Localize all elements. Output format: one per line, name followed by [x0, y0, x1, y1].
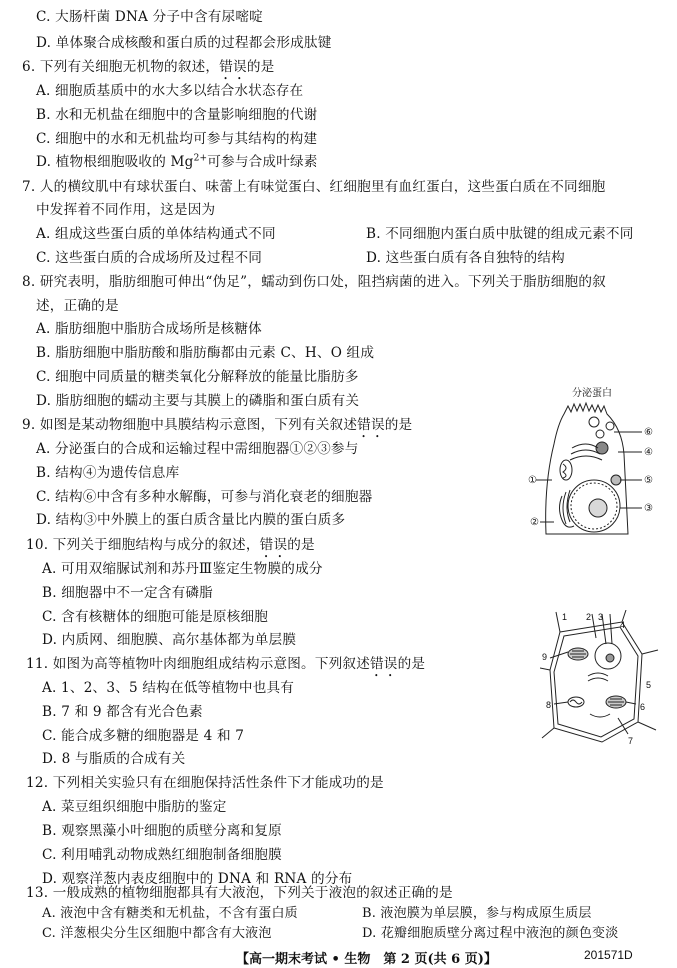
figure-label-6: ⑥	[644, 427, 653, 438]
plant-label-5: 5	[646, 680, 652, 690]
figure-label-1: ①	[528, 475, 537, 486]
q6-stem-b: 的是	[246, 59, 275, 75]
q7-option-b: B. 不同细胞内蛋白质中肽键的组成元素不同	[366, 226, 634, 242]
q11-stem-emphasis: 错误	[370, 656, 398, 672]
q10-option-d: D. 内质网、细胞膜、高尔基体都为单层膜	[42, 632, 297, 648]
q6-option-a: A. 细胞质基质中的水大多以结合水状态存在	[36, 83, 304, 99]
q11-option-b: B. 7 和 9 都含有光合色素	[42, 704, 203, 720]
q5-option-c: C. 大肠杆菌 DNA 分子中含有尿嘧啶	[36, 9, 263, 25]
q10-option-b: B. 细胞器中不一定含有磷脂	[42, 585, 213, 601]
q7-option-c: C. 这些蛋白质的合成场所及过程不同	[36, 250, 263, 266]
q12-option-d: D. 观察洋葱内表皮细胞中的 DNA 和 RNA 的分布	[42, 871, 353, 887]
q11-stem-b: 的是	[397, 656, 426, 672]
q10-stem-emphasis: 错误	[259, 537, 288, 553]
q7-option-d: D. 这些蛋白质有各自独特的结构	[366, 250, 565, 266]
q12-option-a: A. 菜豆组织细胞中脂肪的鉴定	[42, 799, 227, 815]
q13-stem: 13. 一般成熟的植物细胞都具有大液泡，下列关于液泡的叙述正确的是	[26, 885, 453, 901]
q10-stem-b: 的是	[287, 537, 315, 553]
q10-option-c: C. 含有核糖体的细胞可能是原核细胞	[42, 609, 269, 625]
page-footer	[0, 948, 677, 968]
q6-option-d	[36, 153, 318, 171]
q6-option-c: C. 细胞中的水和无机盐均可参与其结构的构建	[36, 131, 318, 147]
plant-label-8: 8	[546, 700, 552, 710]
q6-option-d-b: 可参与合成叶绿素	[207, 154, 318, 170]
q12-option-c: C. 利用哺乳动物成熟红细胞制备细胞膜	[42, 847, 282, 863]
q6-stem-emphasis: 错误	[219, 59, 247, 75]
q9-stem	[22, 416, 412, 441]
q12-option-b: B. 观察黑藻小叶细胞的质壁分离和复原	[42, 823, 282, 839]
plant-label-1: 1	[562, 612, 568, 622]
q8-option-a: A. 脂肪细胞中脂肪合成场所是核糖体	[36, 321, 262, 337]
q10-stem-a: 10. 下列关于细胞结构与成分的叙述，	[26, 537, 260, 553]
q7-stem-line1: 7. 人的横纹肌中有球状蛋白、味蕾上有味觉蛋白、红细胞里有血红蛋白，这些蛋白质在不同细胞	[22, 179, 606, 195]
footer-code: 201571D	[584, 948, 633, 962]
q9-stem-emphasis: 错误	[357, 417, 385, 433]
footer-exam-info: 【高一期末考试 • 生物 第 2 页(共 6 页)】	[236, 952, 497, 967]
q8-option-c: C. 细胞中同质量的糖类氧化分解释放的能量比脂肪多	[36, 369, 359, 385]
plant-label-9: 9	[542, 652, 548, 662]
q6-option-b: B. 水和无机盐在细胞中的含量影响细胞的代谢	[36, 107, 318, 123]
q9-stem-a: 9. 如图是某动物细胞中具膜结构示意图，下列有关叙述	[22, 417, 358, 433]
q9-option-a: A. 分泌蛋白的合成和运输过程中需细胞器①②③参与	[36, 441, 359, 457]
q13-option-c: C. 洋葱根尖分生区细胞中都含有大液泡	[42, 926, 272, 941]
q10-stem	[26, 536, 315, 561]
plant-label-2: 2	[586, 612, 592, 622]
figure-label-3: ③	[644, 503, 653, 514]
figure-label-2: ②	[530, 517, 539, 528]
q13-option-d: D. 花瓣细胞质壁分离过程中液泡的颜色变淡	[362, 926, 619, 941]
q7-stem-line2: 中发挥着不同作用，这是因为	[36, 202, 216, 218]
plant-label-6: 6	[640, 702, 646, 712]
figure-label-5: ⑤	[644, 475, 653, 486]
animal-cell-figure	[524, 384, 674, 542]
q11-option-a: A. 1、2、3、5 结构在低等植物中也具有	[42, 680, 295, 696]
plant-label-7: 7	[628, 736, 634, 746]
q8-option-b: B. 脂肪细胞中脂肪酸和脂肪酶都由元素 C、H、O 组成	[36, 345, 375, 361]
q12-stem: 12. 下列相关实验只有在细胞保持活性条件下才能成功的是	[26, 775, 384, 791]
figure-label-4: ④	[644, 447, 653, 458]
q8-stem-line2: 述，正确的是	[36, 298, 119, 314]
plant-label-4: 4	[620, 620, 626, 630]
q7-option-a: A. 组成这些蛋白质的单体结构通式不同	[36, 226, 276, 242]
q6-stem	[22, 58, 274, 83]
figure-title-secretory-protein: 分泌蛋白	[572, 388, 612, 399]
q6-option-d-a: D. 植物根细胞吸收的 Mg	[36, 154, 194, 170]
q8-option-d: D. 脂肪细胞的蠕动主要与其膜上的磷脂和蛋白质有关	[36, 393, 360, 409]
q9-stem-b: 的是	[384, 417, 413, 433]
q11-option-c: C. 能合成多糖的细胞器是 4 和 7	[42, 728, 245, 744]
q10-option-a: A. 可用双缩脲试剂和苏丹Ⅲ鉴定生物膜的成分	[42, 561, 323, 577]
q6-stem-a: 6. 下列有关细胞无机物的叙述，	[22, 59, 220, 75]
plant-cell-figure	[540, 610, 660, 748]
q5-option-d: D. 单体聚合成核酸和蛋白质的过程都会形成肽键	[36, 35, 332, 51]
q9-option-d: D. 结构③中外膜上的蛋白质含量比内膜的蛋白质多	[36, 512, 346, 528]
q9-option-b: B. 结构④为遗传信息库	[36, 465, 180, 481]
q11-stem	[26, 655, 425, 680]
q11-option-d: D. 8 与脂质的合成有关	[42, 751, 186, 767]
q13-option-b: B. 液泡膜为单层膜，参与构成原生质层	[362, 906, 592, 921]
q6-option-d-sup: 2+	[193, 153, 208, 164]
q9-option-c: C. 结构⑥中含有多种水解酶，可参与消化衰老的细胞器	[36, 489, 373, 505]
q11-stem-a: 11. 如图为高等植物叶肉细胞组成结构示意图。下列叙述	[26, 656, 370, 672]
plant-label-3: 3	[598, 612, 604, 622]
q13-option-a: A. 液泡中含有糖类和无机盐，不含有蛋白质	[42, 906, 298, 921]
q8-stem-line1: 8. 研究表明，脂肪细胞可伸出“伪足”，蠕动到伤口处，阻挡病菌的进入。下列关于脂肪细胞的叙	[22, 274, 606, 290]
